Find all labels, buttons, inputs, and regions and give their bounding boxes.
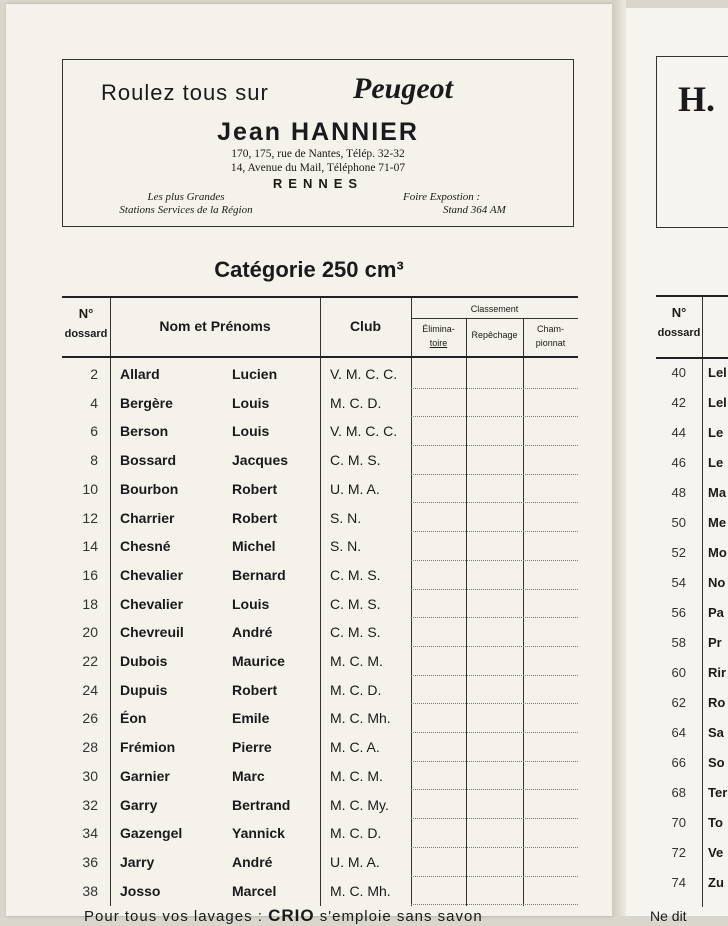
entry-number: 8 (90, 452, 98, 469)
footer-brand: CRIO (268, 906, 315, 925)
entry-club: V. M. C. C. (330, 366, 398, 382)
entry-number: 26 (82, 710, 98, 727)
entry-first-name: Louis (232, 394, 270, 411)
table-row (62, 360, 578, 389)
entry-first-name: Robert (232, 509, 278, 526)
ad-city: RENNES (272, 176, 364, 191)
ad-address-1: 170, 175, rue de Nantes, Télép. 32-32 (231, 148, 405, 160)
entry-number: 38 (82, 882, 98, 899)
entry-club: M. C. Mh. (330, 710, 391, 727)
entry-first-name: Yannick (232, 825, 285, 842)
entry-club: S. N. (330, 509, 362, 526)
entry-last-name: Garry (120, 796, 158, 813)
entry-first-name: Louis (232, 595, 270, 612)
right-entry-name: Le (708, 425, 724, 440)
header-repechage: Repêchage (471, 330, 518, 340)
entry-last-name: Bossard (120, 452, 177, 469)
entry-number: 18 (82, 595, 98, 612)
right-entry-name: Ma (708, 485, 727, 500)
entry-last-name: Dubois (120, 653, 168, 669)
ad-fair-2: Stand 364 AM (443, 204, 506, 216)
entry-number: 6 (90, 423, 98, 440)
entry-club: U. M. A. (330, 853, 380, 870)
right-entry-number: 72 (671, 845, 686, 860)
header-divider (62, 356, 578, 358)
right-entry-number: 68 (671, 785, 686, 800)
entry-club: M. C. Mh. (330, 882, 391, 899)
category-title: Catégorie 250 cm³ (214, 257, 404, 282)
right-entry-name: Ter (708, 785, 728, 800)
ad-address-2: 14, Avenue du Mail, Téléphone 71-07 (230, 162, 406, 174)
header-name: Nom et Prénoms (159, 318, 271, 334)
left-page (6, 4, 612, 925)
table-row (62, 446, 578, 475)
right-entry-number: 52 (671, 545, 686, 560)
entry-club: M. C. A. (330, 739, 380, 756)
right-page-table (656, 295, 728, 907)
entry-first-name: Bertrand (232, 796, 291, 813)
header-club: Club (349, 318, 382, 334)
entry-club: C. M. S. (330, 566, 381, 583)
right-entry-number: 74 (671, 875, 686, 890)
entry-last-name: Bergère (120, 394, 173, 411)
right-header-number: N° (671, 305, 687, 320)
header-championnat-1: Cham- (536, 324, 564, 334)
entry-last-name: Allard (120, 366, 160, 382)
entry-first-name: Pierre (232, 739, 272, 756)
entry-first-name: Robert (232, 480, 278, 497)
entry-club: C. M. S. (330, 595, 381, 612)
entry-club: M. C. D. (330, 825, 382, 842)
right-page-footer: Ne dit (650, 908, 687, 924)
header-eliminatoire-1: Élimina- (422, 324, 455, 334)
header-dossard: dossard (64, 328, 108, 340)
right-entry-number: 54 (671, 575, 686, 590)
footer-text-before: Pour tous vos lavages : (84, 908, 263, 925)
ad-dealer-name: Jean HANNIER (217, 118, 419, 146)
right-entry-name: To (708, 815, 723, 830)
right-header-dossard: dossard (657, 327, 701, 339)
right-entry-name: Mo (708, 545, 727, 560)
table-row (62, 877, 578, 906)
entry-last-name: Chevreuil (120, 624, 184, 641)
entry-number: 16 (82, 566, 98, 583)
entry-first-name: André (232, 624, 273, 641)
entry-first-name: Michel (232, 538, 276, 555)
table-row (62, 848, 578, 877)
entry-first-name: André (232, 853, 273, 870)
column-divider (702, 297, 703, 907)
right-entry-number: 66 (671, 755, 686, 770)
right-entry-name: Pa (708, 605, 724, 620)
entry-last-name: Bourbon (120, 480, 179, 497)
entry-number: 32 (82, 796, 98, 813)
entry-club: M. C. D. (330, 394, 382, 411)
right-entry-name: Zu (708, 875, 724, 890)
entry-number: 12 (82, 509, 98, 526)
entry-first-name: Robert (232, 681, 278, 698)
entry-number: 14 (82, 538, 98, 555)
entry-last-name: Chevalier (120, 566, 184, 583)
table-row (62, 561, 578, 590)
header-classement: Classement (470, 304, 519, 314)
entry-last-name: Gazengel (120, 825, 183, 842)
entry-last-name: Jarry (120, 853, 155, 870)
right-entry-number: 56 (671, 605, 686, 620)
table-row (62, 590, 578, 619)
right-entry-number: 46 (671, 455, 686, 470)
entry-last-name: Josso (120, 882, 161, 899)
entry-number: 10 (82, 480, 98, 497)
ad-fair-1: Foire Expostion : (403, 191, 481, 203)
entry-first-name: Maurice (232, 653, 285, 669)
right-entry-name: Ve (708, 845, 724, 860)
right-entry-number: 64 (671, 725, 686, 740)
entry-last-name: Frémion (120, 739, 176, 756)
entry-number: 30 (82, 767, 98, 784)
table-row (62, 532, 578, 561)
entry-club: M. C. D. (330, 681, 382, 698)
entry-last-name: Garnier (120, 767, 170, 784)
entry-club: C. M. S. (330, 452, 381, 469)
entry-first-name: Jacques (232, 452, 289, 469)
entry-number: 28 (82, 739, 98, 756)
right-entry-number: 62 (671, 695, 686, 710)
entry-first-name: Bernard (232, 566, 286, 583)
right-entry-number: 50 (671, 515, 686, 530)
page-gutter (612, 0, 626, 916)
entry-club: M. C. M. (330, 653, 383, 669)
table-row (62, 647, 578, 676)
entry-first-name: Louis (232, 423, 270, 440)
classement-divider (411, 318, 578, 319)
right-page (626, 8, 728, 924)
right-entry-name: Ro (708, 695, 726, 710)
right-entry-number: 70 (671, 815, 686, 830)
right-entry-name: Rir (708, 665, 727, 680)
entry-first-name: Marcel (232, 882, 277, 899)
entry-club: V. M. C. C. (330, 423, 398, 440)
entry-last-name: Charrier (120, 509, 175, 526)
entry-number: 20 (82, 624, 98, 641)
right-entry-name: Lel (708, 395, 727, 410)
ad-brand-logo: Peugeot (353, 72, 453, 105)
entry-last-name: Éon (120, 710, 147, 727)
right-entry-name: No (708, 575, 726, 590)
header-divider (656, 357, 728, 359)
entry-first-name: Marc (232, 767, 265, 784)
table-row (62, 704, 578, 733)
table-row (62, 417, 578, 446)
right-entry-number: 58 (671, 635, 686, 650)
right-entry-name: Le (708, 455, 724, 470)
table-row (62, 618, 578, 647)
peugeot-advertisement (62, 59, 574, 227)
footer-text-after: s'emploie sans savon (319, 908, 483, 925)
entry-first-name: Lucien (232, 366, 278, 382)
entry-club: C. M. S. (330, 624, 381, 641)
entry-last-name: Dupuis (120, 681, 168, 698)
entry-last-name: Berson (120, 423, 169, 440)
right-entry-number: 40 (671, 365, 686, 380)
table-row (62, 819, 578, 848)
entrants-table (62, 296, 578, 906)
entry-number: 36 (82, 853, 98, 870)
entry-number: 22 (82, 653, 98, 669)
right-entry-name: Me (708, 515, 727, 530)
header-eliminatoire-2: toire (429, 338, 448, 348)
right-entry-number: 44 (671, 425, 686, 440)
entry-club: M. C. My. (330, 796, 389, 813)
header-number: N° (78, 306, 94, 321)
table-row (62, 762, 578, 791)
ad-slogan-1: Les plus Grandes (147, 191, 225, 203)
entry-number: 34 (82, 825, 98, 842)
table-row (62, 791, 578, 820)
entry-number: 2 (90, 366, 98, 382)
entry-first-name: Emile (232, 710, 270, 727)
entry-number: 24 (82, 681, 98, 698)
right-entry-name: Lel (708, 365, 727, 380)
ad-slogan-2: Stations Services de la Région (119, 204, 253, 216)
right-entry-number: 60 (671, 665, 686, 680)
table-row (62, 389, 578, 418)
entry-club: U. M. A. (330, 480, 380, 497)
entry-last-name: Chesné (120, 538, 171, 555)
entry-last-name: Chevalier (120, 595, 184, 612)
table-row (62, 475, 578, 504)
ad-tagline: Roulez tous sur (101, 80, 269, 105)
table-row (62, 676, 578, 705)
right-entry-name: Sa (708, 725, 724, 740)
entry-club: S. N. (330, 538, 362, 555)
right-page-big-letter: H. (678, 79, 716, 119)
right-entry-name: Pr (708, 635, 722, 650)
header-championnat-2: pionnat (535, 338, 566, 348)
table-row (62, 504, 578, 533)
entry-club: M. C. M. (330, 767, 383, 784)
entry-number: 4 (90, 394, 98, 411)
table-row (62, 733, 578, 762)
right-entry-number: 48 (671, 485, 686, 500)
right-entry-name: So (708, 755, 725, 770)
right-entry-number: 42 (671, 395, 686, 410)
crio-advertisement (84, 906, 483, 926)
